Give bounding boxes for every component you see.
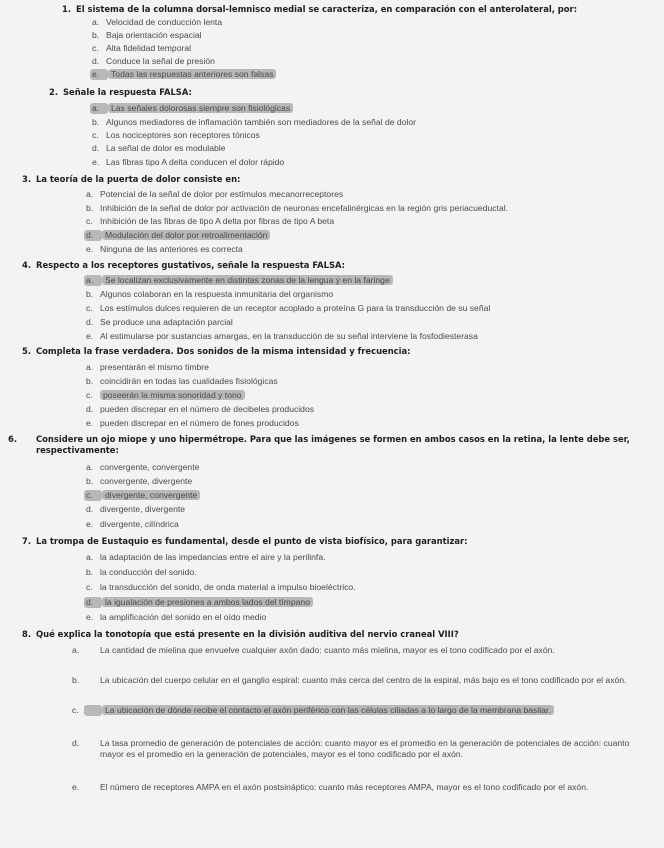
question-5: 5. Completa la frase verdadera. Dos sonidos de la misma intensidad y frecuencia: bbox=[22, 346, 411, 356]
question-7: 7. La trompa de Eustaquio es fundamental, desde el punto de vista biofísico, para garantizar: bbox=[22, 536, 468, 546]
question-1-option-c: c. Alta fidelidad temporal bbox=[92, 43, 192, 53]
question-1: 1. El sistema de la columna dorsal-lemnisco medial se caracteriza, en comparación con el anterolateral, por: bbox=[62, 4, 578, 14]
question-8-option-d: d. La tasa promedio de generación de potenciales de acción: cuanto mayor es el promedio en la generación de potenciales de acción: cuanto mayor es el promedio en la generación de potenciales, mayor es el tono codificado por el axón. bbox=[72, 738, 630, 759]
question-5-option-d: d. pueden discrepar en el número de decibeles producidos bbox=[86, 404, 315, 414]
question-5-option-b: b. coincidirán en todas las cualidades fisiológicas bbox=[86, 376, 278, 386]
question-1-option-e-highlighted: e. Todas las respuestas anteriores son falsas bbox=[92, 69, 276, 80]
question-7-option-d-highlighted: d. la igualación de presiones a ambos lados del tímpano bbox=[86, 597, 313, 608]
question-3-option-a: a. Potencial de la señal de dolor por estímulos mecanorreceptores bbox=[86, 189, 344, 199]
question-1-option-a: a. Velocidad de conducción lenta bbox=[92, 17, 223, 27]
question-8-option-c-highlighted: c. La ubicación de dónde recibe el contacto el axón periférico con las células ciliadas a lo largo de la membrana basilar. bbox=[86, 705, 634, 716]
question-6-option-c-highlighted: c. divergente, convergente bbox=[86, 490, 200, 501]
question-2-option-d: d. La señal de dolor es modulable bbox=[92, 143, 226, 153]
question-8: 8. Qué explica la tonotopía que está presente en la división auditiva del nervio craneal VIII? bbox=[22, 629, 459, 639]
question-5-option-e: e. pueden discrepar en el número de fones producidos bbox=[86, 418, 299, 428]
question-2-option-e: e. Las fibras tipo A delta conducen el dolor rápido bbox=[92, 157, 285, 167]
question-1-option-d: d. Conduce la señal de presión bbox=[92, 56, 215, 66]
question-2-option-c: c. Los nociceptores son receptores tónicos bbox=[92, 130, 260, 140]
question-6-option-a: a. convergente, convergente bbox=[86, 462, 200, 472]
question-3-option-c: c. Inhibición de las fibras de tipo A delta por fibras de tipo A beta bbox=[86, 216, 335, 226]
question-4-option-a-highlighted: a. Se localizan exclusivamente en distintas zonas de la lengua y en la faringe bbox=[86, 275, 393, 286]
question-4-option-b: b. Algunos colaboran en la respuesta inmunitaria del organismo bbox=[86, 289, 334, 299]
question-7-option-a: a. la adaptación de las impedancias entre el aire y la perilinfa. bbox=[86, 552, 326, 562]
question-8-option-e: e. El número de receptores AMPA en el axón postsináptico: cuanto más receptores AMPA, mayor es el tono codificado por el axón. bbox=[72, 782, 589, 792]
question-7-option-b: b. la conducción del sonido. bbox=[86, 567, 197, 577]
question-6-option-e: e. divergente, cilíndrica bbox=[86, 519, 179, 529]
question-1-option-b: b. Baja orientación espacial bbox=[92, 30, 202, 40]
question-6-option-d: d. divergente, divergente bbox=[86, 504, 186, 514]
question-7-option-e: e. la amplificación del sonido en el oído medio bbox=[86, 612, 267, 622]
question-8-option-b: b. La ubicación del cuerpo celular en el ganglio espiral: cuanto más cerca del centro de la espiral, más bajo es el tono codificado por el axón. bbox=[72, 675, 627, 685]
question-6: 6. Considere un ojo miope y uno hipermétrope. Para que las imágenes se formen en ambos casos en la retina, la lente debe ser, respectivamente: bbox=[8, 434, 630, 455]
question-4-option-e: e. Al estimularse por sustancias amargas, en la transducción de su señal interviene la fosfodiesterasa bbox=[86, 331, 478, 341]
question-6-option-b: b. convergente, divergente bbox=[86, 476, 193, 486]
question-2: 2. Señale la respuesta FALSA: bbox=[49, 87, 192, 97]
question-3-option-d-highlighted: d. Modulación del dolor por retroalimentación bbox=[86, 230, 270, 241]
question-3: 3. La teoría de la puerta de dolor consiste en: bbox=[22, 174, 241, 184]
question-5-option-a: a. presentarán el mismo timbre bbox=[86, 362, 209, 372]
question-7-option-c: c. la transducción del sonido, de onda material a impulso bioeléctrico. bbox=[86, 582, 356, 592]
question-3-option-e: e. Ninguna de las anteriores es correcta bbox=[86, 244, 243, 254]
question-8-option-a: a. La cantidad de mielina que envuelve cualquier axón dado: cuanto más mielina, mayor es el tono codificado por el axón. bbox=[72, 645, 555, 655]
question-4-option-c: c. Los estímulos dulces requieren de un receptor acoplado a proteína G para la transducción de su señal bbox=[86, 303, 491, 313]
question-2-option-b: b. Algunos mediadores de inflamación también son mediadores de la señal de dolor bbox=[92, 117, 417, 127]
question-5-option-c-highlighted: c. poseerán la misma sonoridad y tono bbox=[86, 390, 245, 401]
question-3-option-b: b. Inhibición de la señal de dolor por activación de neuronas encefalinérgicas en la región gris periacueductal. bbox=[86, 203, 508, 213]
question-4-option-d: d. Se produce una adaptación parcial bbox=[86, 317, 233, 327]
question-2-option-a-highlighted: a. Las señales dolorosas siempre son fisiológicas bbox=[92, 103, 293, 114]
question-4: 4. Respecto a los receptores gustativos, señale la respuesta FALSA: bbox=[22, 260, 345, 270]
